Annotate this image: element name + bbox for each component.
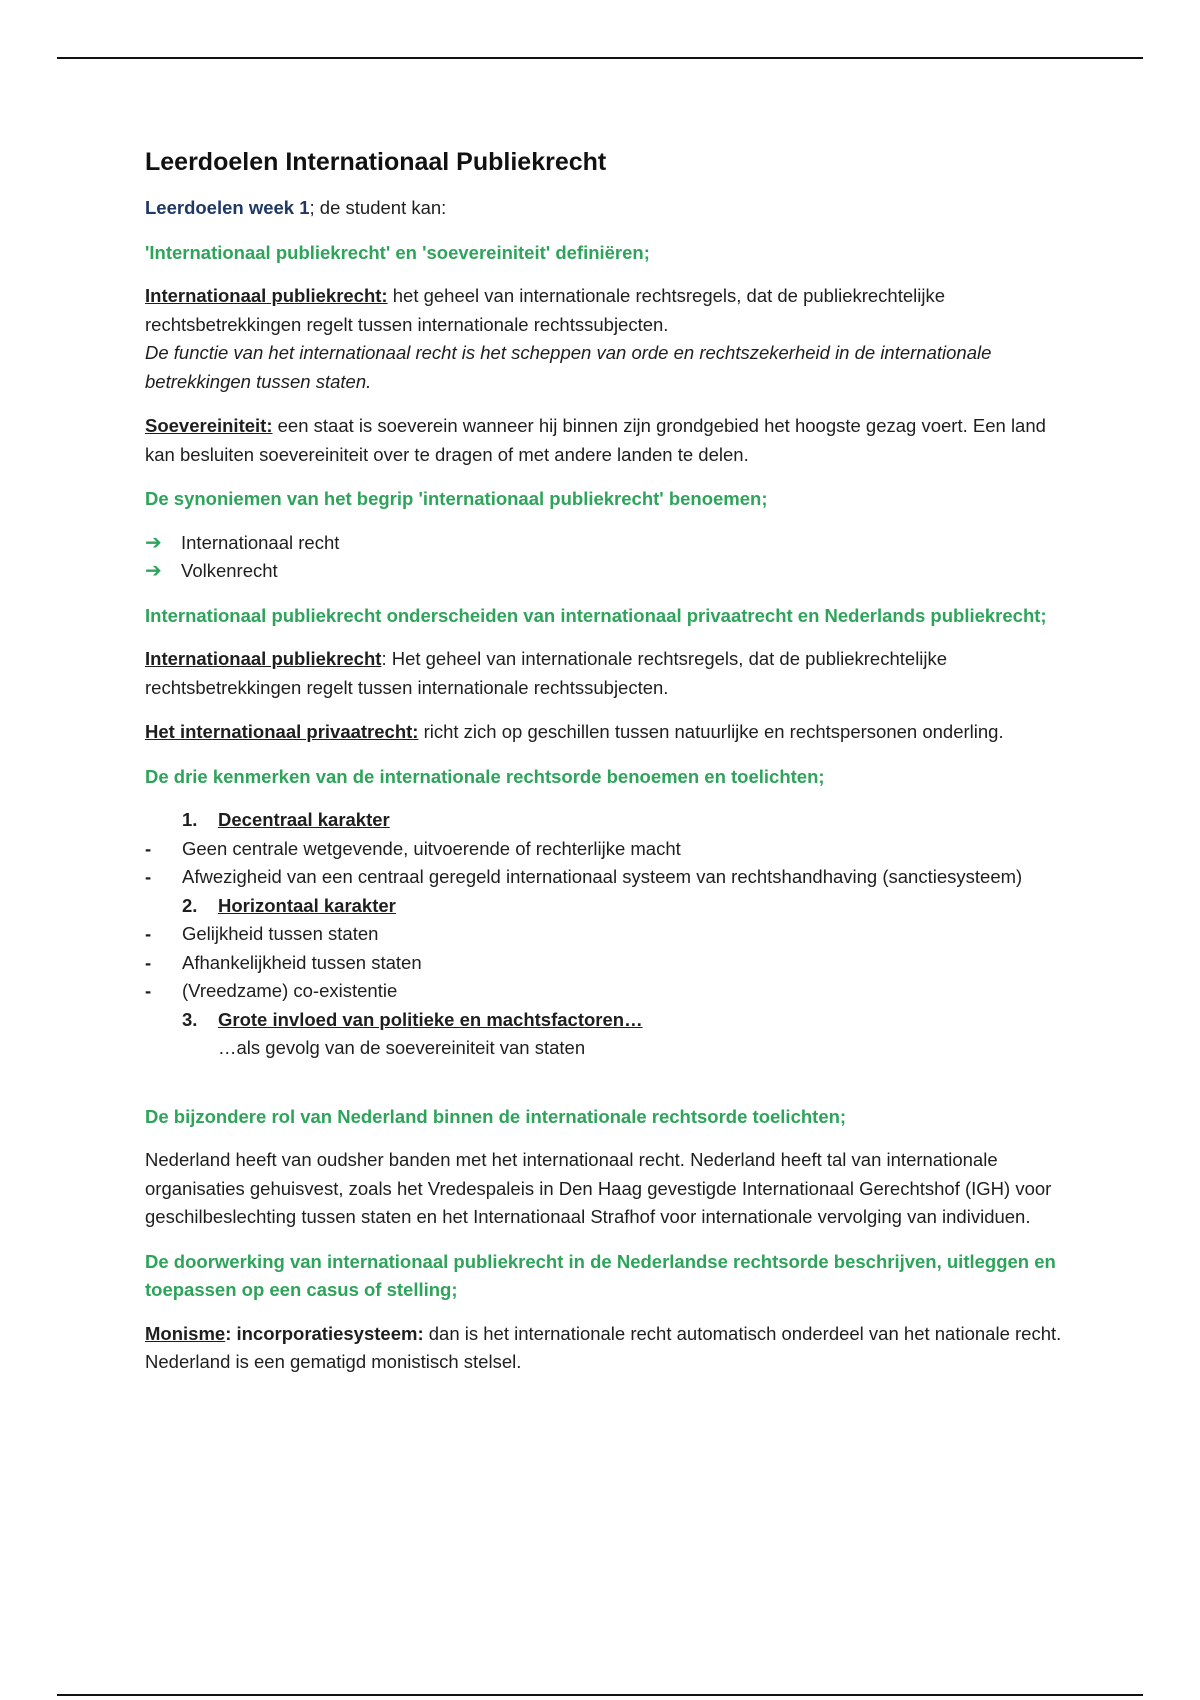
list-item-text: Afwezigheid van een centraal geregeld internationaal systeem van rechtshandhaving (sanctiesysteem) <box>182 866 1023 887</box>
monism-paragraph <box>145 1320 1065 1377</box>
synonym-list <box>145 529 1065 586</box>
list-item-text: Gelijkheid tussen staten <box>182 923 379 944</box>
list-item-text: Afhankelijkheid tussen staten <box>182 951 422 973</box>
definition-ipr-text: het geheel van internationale rechtsregels, dat de publiekrechtelijke rechtsbetrekkingen regelt tussen internationale rechtssubjecten. <box>145 285 946 335</box>
number-label: 3. <box>182 1008 198 1030</box>
characteristics-list <box>145 806 1065 1063</box>
list-item <box>145 529 1065 558</box>
characteristic-heading <box>182 806 1065 835</box>
list-item <box>145 949 1065 978</box>
definition-ipr-function: De functie van het internationaal recht is het scheppen van orde en rechtszekerheid in de internationale betrekkingen tussen staten. <box>145 342 992 392</box>
characteristic-title: Decentraal karakter <box>218 809 390 830</box>
section-heading-synonyms: De synoniemen van het begrip 'internationaal publiekrecht' benoemen; <box>145 488 768 509</box>
characteristic-heading <box>182 892 1065 921</box>
list-item <box>145 835 1065 864</box>
document-page <box>145 144 1065 1393</box>
list-item <box>145 977 1065 1006</box>
dash-icon: - <box>145 951 152 973</box>
characteristic-title: Horizontaal karakter <box>218 894 396 916</box>
page-title: Leerdoelen Internationaal Publiekrecht <box>145 148 607 176</box>
synonym-label: Internationaal recht <box>181 531 340 553</box>
term-sovereignty: Soevereiniteit: <box>145 415 273 436</box>
footer-rule <box>57 1694 1143 1696</box>
section-heading-distinction: Internationaal publiekrecht onderscheiden van internationaal privaatrecht en Nederlands publiekrecht; <box>145 604 1047 626</box>
dash-icon: - <box>145 837 152 859</box>
list-item-text: Geen centrale wetgevende, uitvoerende of rechterlijke macht <box>182 837 681 859</box>
netherlands-paragraph: Nederland heeft van oudsher banden met het internationaal recht. Nederland heeft tal van internationale organisaties gehuisvest, zoals het Vredespaleis in Den Haag gevestigde Internationaal Gerechtshof (IGH) voor geschilbeslechting tussen staten en het Internationaal Strafhof voor internationale vervolging van individuen. <box>145 1149 1052 1227</box>
arrow-right-icon: ➔ <box>145 531 162 554</box>
dash-icon: - <box>145 923 152 944</box>
list-item <box>145 863 1065 892</box>
definition-sovereignty <box>145 412 1065 469</box>
monism-text: dan is het internationale recht automatisch onderdeel van het nationale recht. Nederland is een gematigd monistisch stelsel. <box>145 1322 1062 1372</box>
section-heading-definitions: 'Internationaal publiekrecht' en 'soevereiniteit' definiëren; <box>145 241 650 263</box>
section-heading-characteristics: De drie kenmerken van de internationale rechtsorde benoemen en toelichten; <box>145 765 825 787</box>
definition-ipr-2 <box>145 645 1065 702</box>
term-monism: Monisme <box>145 1322 226 1344</box>
definition-ipriv <box>145 718 1065 747</box>
week-suffix: ; de student kan: <box>309 197 447 218</box>
definition-ipr-2-text: : Het geheel van internationale rechtsregels, dat de publiekrechtelijke rechtsbetrekkingen regelt tussen internationale rechtssubjecten. <box>145 648 948 698</box>
term-incorporation: : incorporatiesysteem: <box>225 1322 424 1344</box>
term-ipr: Internationaal publiekrecht: <box>145 285 388 306</box>
section-heading-effect: De doorwerking van internationaal publiekrecht in de Nederlandse rechtsorde beschrijven, uitleggen en toepassen op een casus of stelling; <box>145 1250 1056 1300</box>
characteristic-title: Grote invloed van politieke en machtsfactoren… <box>218 1008 643 1030</box>
characteristic-heading <box>182 1006 1065 1035</box>
definition-ipr <box>145 282 1065 396</box>
dash-icon: - <box>145 980 152 1001</box>
week-line <box>145 194 1065 223</box>
section-heading-netherlands: De bijzondere rol van Nederland binnen de internationale rechtsorde toelichten; <box>145 1105 847 1127</box>
term-ipr-2: Internationaal publiekrecht <box>145 648 382 669</box>
list-item <box>145 920 1065 949</box>
arrow-right-icon: ➔ <box>145 560 162 582</box>
number-label: 2. <box>182 894 198 916</box>
dash-icon: - <box>145 866 152 887</box>
week-label: Leerdoelen week 1 <box>145 197 310 218</box>
list-item <box>145 557 1065 586</box>
term-ipriv: Het internationaal privaatrecht: <box>145 721 419 742</box>
characteristic-continuation: …als gevolg van de soevereiniteit van staten <box>218 1037 586 1058</box>
header-rule <box>57 57 1143 59</box>
definition-ipriv-text: richt zich op geschillen tussen natuurlijke en rechtspersonen onderling. <box>418 721 1004 742</box>
synonym-label: Volkenrecht <box>181 560 278 581</box>
number-label: 1. <box>182 809 198 830</box>
definition-sovereignty-text: een staat is soeverein wanneer hij binnen zijn grondgebied het hoogste gezag voert. Een land kan besluiten soevereiniteit over te dragen of met andere landen te delen. <box>145 415 1046 465</box>
list-item-text: (Vreedzame) co-existentie <box>182 980 398 1001</box>
